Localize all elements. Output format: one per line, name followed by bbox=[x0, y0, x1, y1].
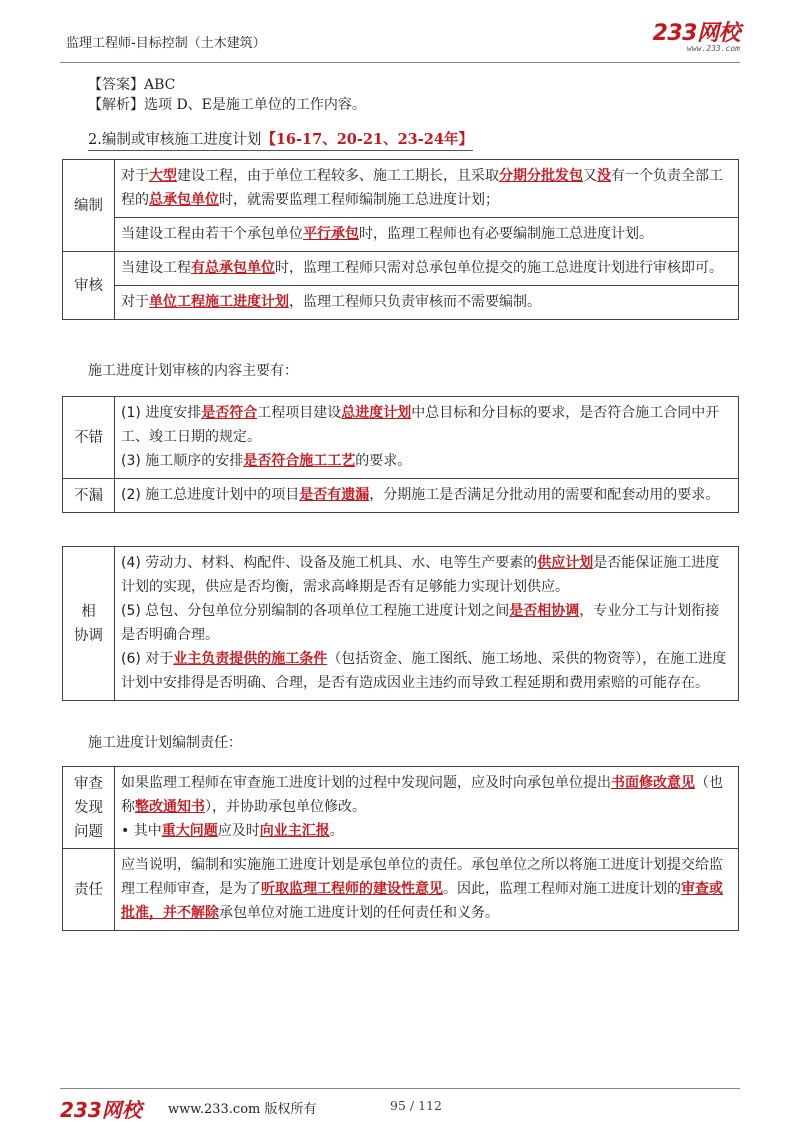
table-cell: 对于单位工程施工进度计划，监理工程师只负责审核而不需要编制。 bbox=[115, 286, 739, 320]
review-table-coordinate bbox=[62, 546, 739, 701]
header-rule bbox=[60, 62, 740, 63]
row-label-coordinate: 相 协调 bbox=[63, 547, 115, 701]
section-heading-text: 2.编制或审核施工进度计划 bbox=[88, 132, 262, 148]
table-row bbox=[63, 397, 739, 479]
row-label-review: 审核 bbox=[63, 252, 115, 320]
table-cell: 对于大型建设工程，由于单位工程较多、施工工期长，且采取分期分批发包又没有一个负责全部工程的总承包单位时，就需要监理工程师编制施工总进度计划； bbox=[115, 160, 739, 218]
page-number: 95 / 112 bbox=[390, 1098, 442, 1113]
table-cell: 如果监理工程师在审查施工进度计划的过程中发现问题，应及时向承包单位提出书面修改意见（也称整改通知书），并协助承包单位修改。 • 其中重大问题应及时向业主汇报。 bbox=[115, 767, 739, 849]
footer-rule bbox=[60, 1088, 740, 1089]
table-row bbox=[63, 286, 739, 320]
row-label-compile: 编制 bbox=[63, 160, 115, 252]
table-row bbox=[63, 849, 739, 931]
resp-intro: 施工进度计划编制责任： bbox=[88, 735, 242, 751]
section-heading bbox=[88, 128, 473, 151]
section-year-tag: 【16-17、20-21、23-24年】 bbox=[261, 131, 473, 148]
row-label-issues: 审查 发现 问题 bbox=[63, 767, 115, 849]
answer-line: 【答案】ABC bbox=[88, 77, 176, 93]
logo-sub-text: www.233.com bbox=[687, 44, 740, 53]
footer-copyright: www.233.com 版权所有 bbox=[168, 1102, 317, 1117]
table-row bbox=[63, 160, 739, 218]
table-row bbox=[63, 767, 739, 849]
table-cell: (2) 施工总进度计划中的项目是否有遗漏，分期施工是否满足分批动用的需要和配套动用的要求。 bbox=[115, 479, 739, 513]
table-row bbox=[63, 547, 739, 701]
table-cell: 当建设工程有总承包单位时，监理工程师只需对总承包单位提交的施工总进度计划进行审核即可。 bbox=[115, 252, 739, 286]
brand-logo bbox=[653, 22, 740, 53]
row-label-responsibility: 责任 bbox=[63, 849, 115, 931]
table-cell: 当建设工程由若干个承包单位平行承包时，监理工程师也有必要编制施工总进度计划。 bbox=[115, 218, 739, 252]
analysis-line: 【解析】选项 D、E是施工单位的工作内容。 bbox=[88, 97, 366, 113]
row-label-complete: 不漏 bbox=[63, 479, 115, 513]
logo-brand-text: 233网校 bbox=[652, 21, 740, 46]
table-cell: 应当说明，编制和实施施工进度计划是承包单位的责任。承包单位之所以将施工进度计划提交给监理工程师审查，是为了听取监理工程师的建设性意见。因此，监理工程师对施工进度计划的审查或批准，并不解除承包单位对施工进度计划的任何责任和义务。 bbox=[115, 849, 739, 931]
table-row bbox=[63, 252, 739, 286]
page-header bbox=[60, 22, 740, 64]
doc-title: 监理工程师-目标控制（土木建筑） bbox=[66, 36, 266, 51]
row-label-correct: 不错 bbox=[63, 397, 115, 479]
responsibility-table bbox=[62, 766, 739, 931]
table-cell: (4) 劳动力、材料、构配件、设备及施工机具、水、电等生产要素的供应计划是否能保证施工进度计划的实现，供应是否均衡，需求高峰期是否有足够能力实现计划供应。 (5) 总包、分包单位分别编制的各项单位工程施工进度计划之间是否相协调，专业分工与计划衔接是否明确合理。 (6) 对于业主负责提供的施工条件（包括资金、施工图纸、施工场地、采供的物资等），在施工进度计划中安排得是否明确、合理，是否有造成因业主违约而导致工程延期和费用索赔的可能存在。 bbox=[115, 547, 739, 701]
footer-brand: 233网校 bbox=[60, 1098, 142, 1122]
table-row bbox=[63, 479, 739, 513]
review-intro: 施工进度计划审核的内容主要有： bbox=[88, 363, 298, 379]
review-table-correct bbox=[62, 396, 739, 513]
table-row bbox=[63, 218, 739, 252]
compile-review-table bbox=[62, 159, 739, 320]
page-footer bbox=[60, 1094, 740, 1122]
table-cell: (1) 进度安排是否符合工程项目建设总进度计划中总目标和分目标的要求，是否符合施工合同中开工、竣工日期的规定。 (3) 施工顺序的安排是否符合施工工艺的要求。 bbox=[115, 397, 739, 479]
